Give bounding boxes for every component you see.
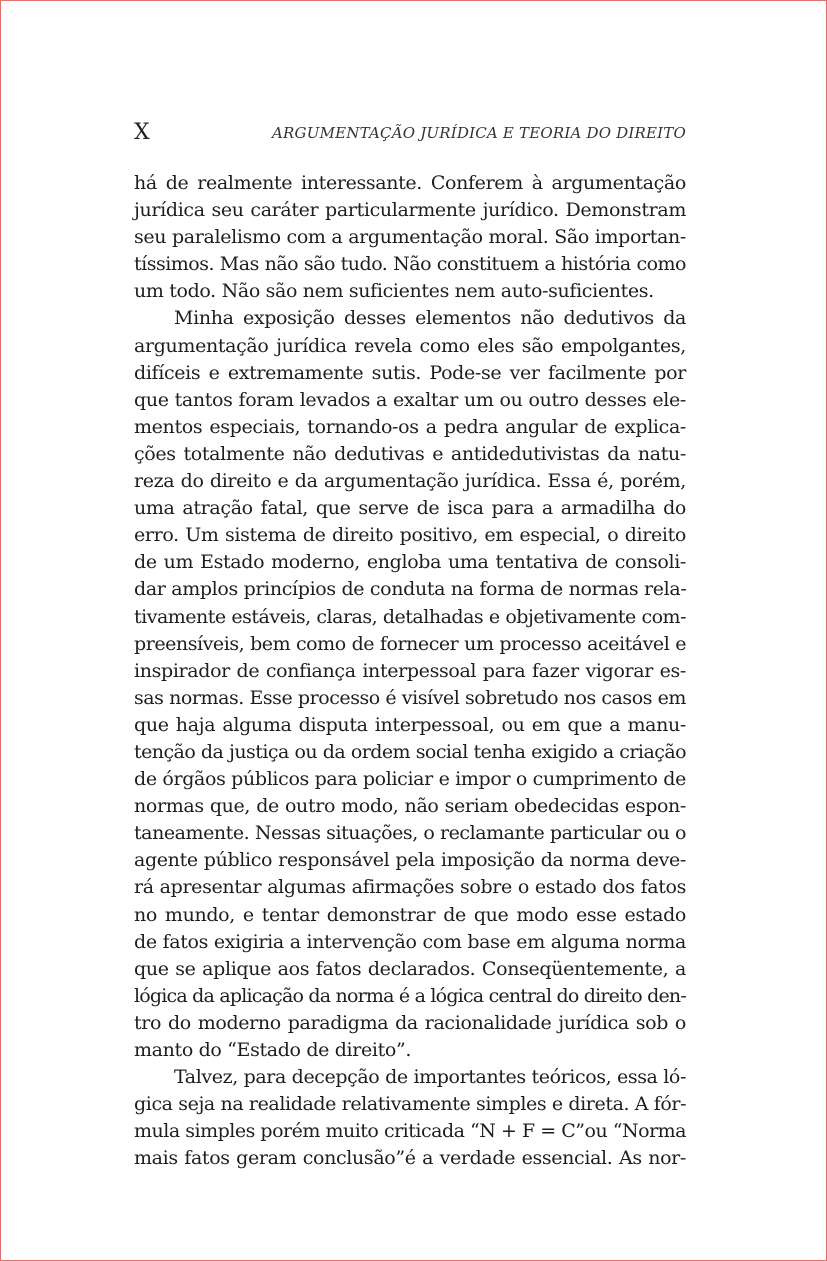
- text-line: jurídica seu caráter particularmente jurídico. Demonstram: [134, 199, 686, 222]
- text-line: tro do moderno paradigma da racionalidade jurídica sob o: [134, 1011, 686, 1034]
- text-line: lógica da aplicação da norma é a lógica central do direito den-: [134, 984, 686, 1007]
- text-line: rá apresentar algumas afirmações sobre o estado dos fatos: [134, 876, 686, 899]
- text-line: de órgãos públicos para policiar e impor o cumprimento de: [134, 768, 686, 791]
- text-line: mais fatos geram conclusão”é a verdade essencial. As nor-: [134, 1147, 686, 1170]
- text-line: que se aplique aos fatos declarados. Conseqüentemente, a: [134, 957, 686, 980]
- text-line: Minha exposição desses elementos não dedutivos da: [174, 307, 686, 330]
- text-line: erro. Um sistema de direito positivo, em especial, o direito: [134, 524, 686, 547]
- text-line: sas normas. Esse processo é visível sobretudo nos casos em: [134, 686, 686, 709]
- text-line: há de realmente interessante. Conferem à argumentação: [134, 172, 686, 194]
- text-line: preensíveis, bem como de fornecer um processo aceitável e: [134, 632, 686, 655]
- text-line: no mundo, e tentar demonstrar de que modo esse estado: [134, 903, 686, 926]
- text-line: mentos especiais, tornando-os a pedra angular de explica-: [134, 415, 686, 438]
- text-line: agente público responsável pela imposição da norma deve-: [134, 849, 686, 872]
- text-line: que tantos foram levados a exaltar um ou outro desses ele-: [134, 388, 686, 411]
- text-line: reza do direito e da argumentação jurídica. Essa é, porém,: [134, 470, 686, 493]
- text-line: que haja alguma disputa interpessoal, ou em que a manu-: [134, 713, 686, 736]
- text-line: argumentação jurídica revela como eles são empolgantes,: [134, 334, 686, 357]
- page-number: X: [134, 120, 151, 145]
- text-line: ções totalmente não dedutivas e antidedutivistas da natu-: [134, 442, 686, 465]
- running-head: [134, 118, 686, 148]
- body-text: [134, 170, 686, 1172]
- text-line: tivamente estáveis, claras, detalhadas e objetivamente com-: [134, 605, 686, 628]
- text-line: normas que, de outro modo, não seriam obedecidas espon-: [134, 795, 686, 818]
- text-line: de um Estado moderno, engloba uma tentativa de consoli-: [134, 551, 686, 574]
- text-line: gica seja na realidade relativamente simples e direta. A fór-: [134, 1093, 687, 1116]
- text-line: Talvez, para decepção de importantes teóricos, essa ló-: [174, 1066, 686, 1089]
- text-line: uma atração fatal, que serve de isca para a armadilha do: [134, 497, 686, 520]
- text-line: um todo. Não são nem suficientes nem auto-suficientes.: [134, 280, 654, 303]
- text-line: difíceis e extremamente sutis. Pode-se ver facilmente por: [134, 361, 686, 384]
- text-line: tíssimos. Mas não são tudo. Não constituem a história como: [134, 253, 686, 276]
- text-line: tenção da justiça ou da ordem social tenha exigido a criação: [134, 740, 686, 763]
- text-line: dar amplos princípios de conduta na forma de normas rela-: [134, 578, 687, 601]
- text-line: manto do “Estado de direito”.: [134, 1039, 412, 1061]
- text-line: seu paralelismo com a argumentação moral. São importan-: [134, 226, 686, 249]
- text-line: mula simples porém muito criticada “N + F = C”ou “Norma: [134, 1120, 686, 1143]
- text-line: inspirador de confiança interpessoal para fazer vigorar es-: [134, 659, 686, 682]
- text-line: taneamente. Nessas situações, o reclamante particular ou o: [134, 822, 686, 845]
- running-title: ARGUMENTAÇÃO JURÍDICA E TEORIA DO DIREITO: [272, 124, 686, 142]
- text-line: de fatos exigiria a intervenção com base em alguma norma: [134, 930, 686, 953]
